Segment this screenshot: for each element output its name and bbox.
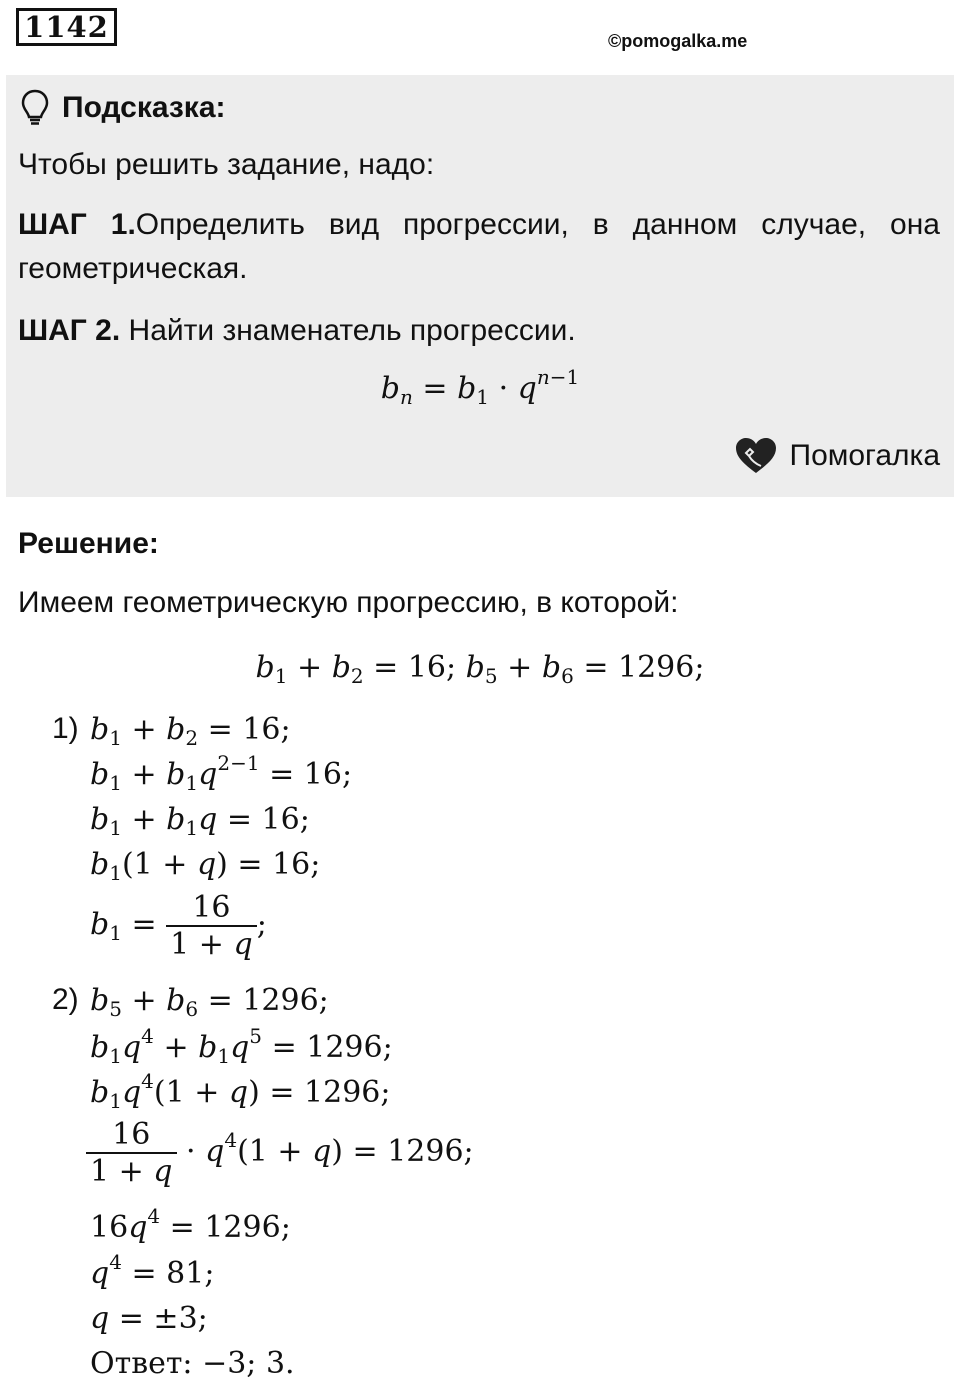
- solution-heading: Решение:: [18, 527, 159, 560]
- hint-intro: Чтобы решить задание, надо:: [18, 148, 435, 181]
- step-line: $\frac{16}{1 + q}$ · $q^4(1 + q) = 1296$;: [86, 1117, 474, 1189]
- part-2-label: 2): [52, 983, 79, 1016]
- step-line: $16q^4 = 1296$;: [90, 1204, 291, 1245]
- hint-step-1: ШАГ 1.Определить вид прогрессии, в данном случае, она геометрическая.: [18, 208, 940, 285]
- heart-icon: [734, 437, 778, 475]
- hint-panel: [6, 75, 954, 497]
- step-line: $b_1 + b_1q = 16$;: [90, 802, 310, 840]
- hint-step-2: ШАГ 2. Найти знаменатель прогрессии.: [18, 314, 576, 347]
- step-line: q = ±3;: [90, 1301, 208, 1336]
- step-line: $b_1 + b_1q^{2-1} = 16$;: [90, 751, 353, 795]
- step-line: $b_1q^4 + b_1q^5 = 1296$;: [90, 1024, 393, 1068]
- hint-title: Подсказка:: [20, 88, 226, 128]
- brand: Помогалка: [734, 437, 941, 475]
- fraction: $\frac{16}{1 + q}$: [86, 1117, 177, 1189]
- part-1-label: 1): [52, 712, 79, 745]
- site-watermark: ©pomogalka.me: [608, 31, 748, 51]
- step-line: $b_1$ = $\frac{16}{1 + q}$ ;: [90, 890, 267, 962]
- hint-formula: $b_n = b_1 \cdot q^{n-1}$: [380, 365, 580, 409]
- task-number: 1142: [16, 8, 117, 46]
- lightbulb-icon: [20, 88, 50, 128]
- step-line: $b_1(1 + q) = 16$;: [90, 847, 321, 885]
- step-line: $b_1 + b_2 = 16$;: [90, 712, 291, 750]
- answer: Ответ: −3; 3.: [90, 1346, 295, 1381]
- step-line: $q^4 = 81$;: [90, 1250, 215, 1291]
- fraction: $\frac{16}{1 + q}$: [166, 890, 257, 962]
- step-line: $b_1q^4(1 + q) = 1296$;: [90, 1069, 391, 1113]
- given-equation: $b_1 + b_2 = 16$; $b_5 + b_6 = 1296$;: [255, 650, 705, 688]
- step-line: $b_5 + b_6 = 1296$;: [90, 983, 329, 1021]
- solution-intro: Имеем геометрическую прогрессию, в которой:: [18, 586, 679, 619]
